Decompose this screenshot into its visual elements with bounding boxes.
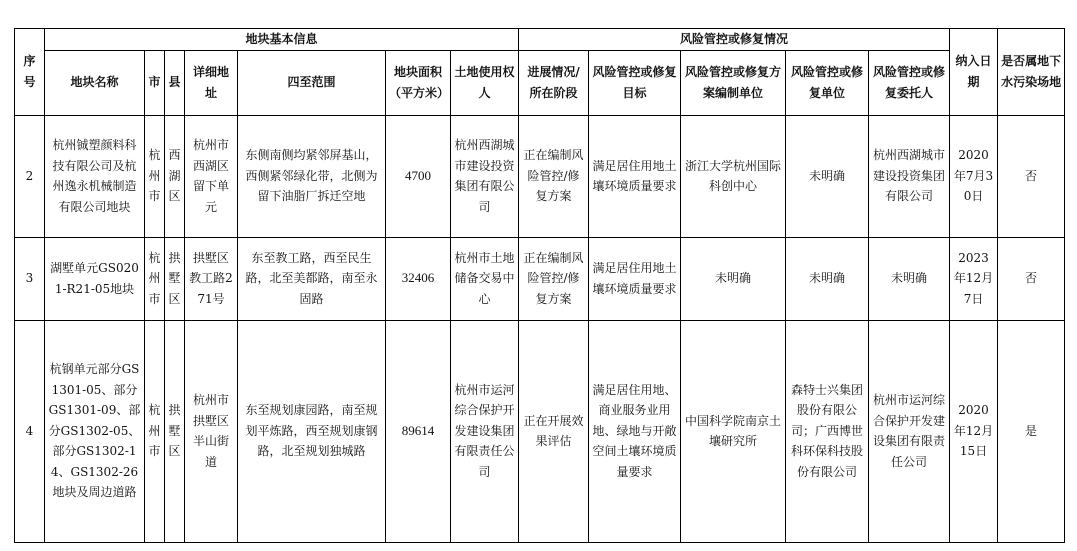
header-risk-control: 风险管控或修复情况 bbox=[519, 29, 950, 51]
header-county: 县 bbox=[165, 50, 185, 115]
header-progress: 进展情况/所在阶段 bbox=[519, 50, 589, 115]
header-client: 风险管控或修复委托人 bbox=[869, 50, 950, 115]
cell-city: 杭州市 bbox=[145, 237, 165, 320]
cell-land-user: 杭州西湖城市建设投资集团有限公司 bbox=[451, 115, 519, 237]
cell-plot-name: 杭钢单元部分GS1301-05、部分GS1301-09、部分GS1302-05、部分GS1302-14、GS1302-26地块及周边道路 bbox=[45, 320, 145, 542]
cell-land-user: 杭州市运河综合保护开发建设集团有限责任公司 bbox=[451, 320, 519, 542]
cell-county: 西湖区 bbox=[165, 115, 185, 237]
cell-city: 杭州市 bbox=[145, 320, 165, 542]
cell-city: 杭州市 bbox=[145, 115, 165, 237]
header-repair-unit: 风险管控或修复单位 bbox=[786, 50, 869, 115]
cell-seq: 4 bbox=[15, 320, 45, 542]
cell-groundwater: 是 bbox=[998, 320, 1065, 542]
cell-address: 杭州市拱墅区半山街道 bbox=[185, 320, 238, 542]
contaminated-sites-table bbox=[14, 28, 1065, 543]
header-plot-name: 地块名称 bbox=[45, 50, 145, 115]
header-groundwater: 是否属地下水污染场地 bbox=[998, 29, 1065, 116]
cell-county: 拱墅区 bbox=[165, 320, 185, 542]
table-row bbox=[15, 237, 1065, 320]
header-address: 详细地址 bbox=[185, 50, 238, 115]
cell-address: 拱墅区教工路271号 bbox=[185, 237, 238, 320]
header-boundary: 四至范围 bbox=[238, 50, 386, 115]
cell-area: 32406 bbox=[386, 237, 451, 320]
cell-plan-unit: 未明确 bbox=[681, 237, 786, 320]
header-seq: 序号 bbox=[15, 29, 45, 116]
cell-date: 2020年7月30日 bbox=[950, 115, 998, 237]
cell-client: 未明确 bbox=[869, 237, 950, 320]
header-land-user: 土地使用权人 bbox=[451, 50, 519, 115]
cell-plan-unit: 中国科学院南京土壤研究所 bbox=[681, 320, 786, 542]
header-target: 风险管控或修复目标 bbox=[589, 50, 681, 115]
cell-groundwater: 否 bbox=[998, 115, 1065, 237]
cell-seq: 3 bbox=[15, 237, 45, 320]
cell-county: 拱墅区 bbox=[165, 237, 185, 320]
cell-client: 杭州市运河综合保护开发建设集团有限责任公司 bbox=[869, 320, 950, 542]
header-basic-info: 地块基本信息 bbox=[45, 29, 519, 51]
cell-date: 2020年12月15日 bbox=[950, 320, 998, 542]
cell-repair-unit: 未明确 bbox=[786, 237, 869, 320]
cell-repair-unit: 未明确 bbox=[786, 115, 869, 237]
cell-client: 杭州西湖城市建设投资集团有限公司 bbox=[869, 115, 950, 237]
cell-address: 杭州市西湖区留下单元 bbox=[185, 115, 238, 237]
cell-target: 满足居住用地土壤环境质量要求 bbox=[589, 115, 681, 237]
table-row bbox=[15, 320, 1065, 542]
cell-date: 2023年12月7日 bbox=[950, 237, 998, 320]
cell-target: 满足居住用地土壤环境质量要求 bbox=[589, 237, 681, 320]
cell-boundary: 东至教工路，西至民生路，北至美都路，南至永固路 bbox=[238, 237, 386, 320]
table-row bbox=[15, 115, 1065, 237]
cell-progress: 正在开展效果评估 bbox=[519, 320, 589, 542]
cell-groundwater: 否 bbox=[998, 237, 1065, 320]
cell-progress: 正在编制风险管控/修复方案 bbox=[519, 237, 589, 320]
cell-plot-name: 湖墅单元GS0201-R21-05地块 bbox=[45, 237, 145, 320]
cell-boundary: 东至规划康园路，南至规划平炼路，西至规划康钢路，北至规划独城路 bbox=[238, 320, 386, 542]
cell-seq: 2 bbox=[15, 115, 45, 237]
cell-land-user: 杭州市土地储备交易中心 bbox=[451, 237, 519, 320]
header-include-date: 纳入日期 bbox=[950, 29, 998, 116]
cell-repair-unit: 森特士兴集团股份有限公司；广西博世科环保科技股份有限公司 bbox=[786, 320, 869, 542]
header-city: 市 bbox=[145, 50, 165, 115]
header-plan-unit: 风险管控或修复方案编制单位 bbox=[681, 50, 786, 115]
header-area: 地块面积（平方米） bbox=[386, 50, 451, 115]
cell-area: 89614 bbox=[386, 320, 451, 542]
cell-target: 满足居住用地、商业服务业用地、绿地与开敞空间土壤环境质量要求 bbox=[589, 320, 681, 542]
cell-progress: 正在编制风险管控/修复方案 bbox=[519, 115, 589, 237]
cell-area: 4700 bbox=[386, 115, 451, 237]
cell-plot-name: 杭州铖塑颜料科技有限公司及杭州逸永机械制造有限公司地块 bbox=[45, 115, 145, 237]
cell-boundary: 东侧南侧均紧邻屏基山，西侧紧邻绿化带，北侧为留下油脂厂拆迁空地 bbox=[238, 115, 386, 237]
cell-plan-unit: 浙江大学杭州国际科创中心 bbox=[681, 115, 786, 237]
